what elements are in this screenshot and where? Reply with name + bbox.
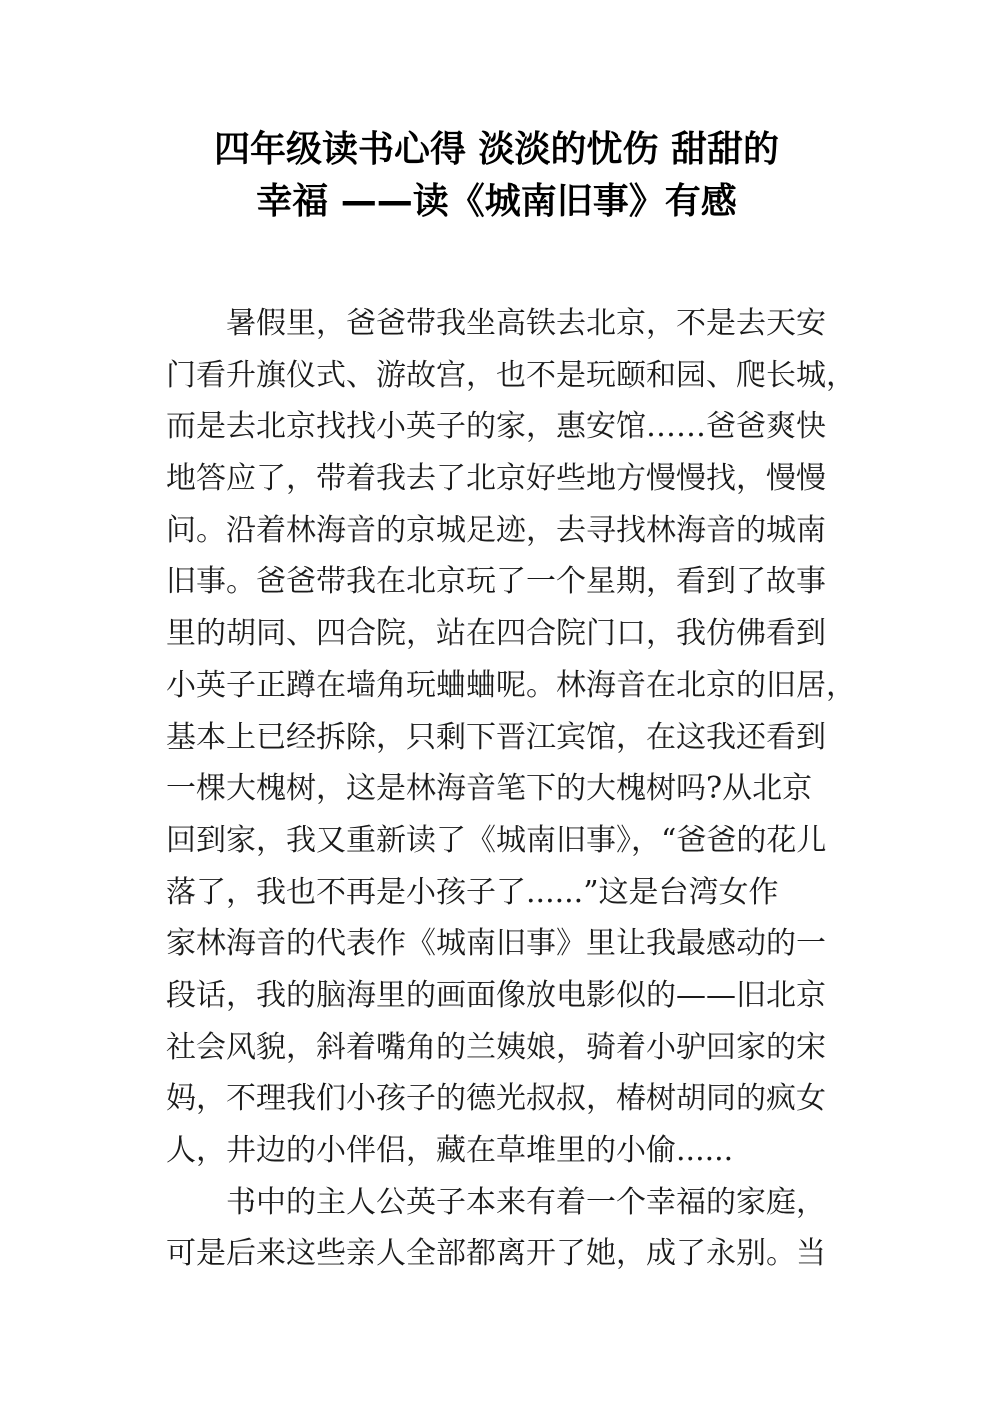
paragraph-2 <box>166 1177 846 1280</box>
paragraph-1 <box>166 298 856 1177</box>
text-line: 回到家，我又重新读了《城南旧事》，“爸爸的花儿 <box>166 822 827 858</box>
text-line: 家林海音的代表作《城南旧事》里让我最感动的一 <box>166 926 826 962</box>
text-line: 妈，不理我们小孩子的德光叔叔，椿树胡同的疯女 <box>166 1081 826 1117</box>
text-line: 里的胡同、四合院，站在四合院门口，我仿佛看到 <box>166 616 826 652</box>
text-line: 一棵大槐树，这是林海音笔下的大槐树吗?从北京 <box>166 771 813 807</box>
text-line: 落了，我也不再是小孩子了......”这是台湾女作 <box>166 874 779 910</box>
text-line: 人，井边的小伴侣，藏在草堆里的小偷...... <box>166 1133 734 1168</box>
text-line: 可是后来这些亲人全部都离开了她，成了永别。当 <box>166 1236 826 1272</box>
text-line: 门看升旗仪式、游故宫，也不是玩颐和园、爬长城， <box>166 357 856 393</box>
text-line: 小英子正蹲在墙角玩蛐蛐呢。林海音在北京的旧居， <box>166 667 856 703</box>
document-title <box>0 124 993 228</box>
text-line: 地答应了，带着我去了北京好些地方慢慢找，慢慢 <box>166 461 826 497</box>
text-line: 而是去北京找找小英子的家，惠安馆……爸爸爽快 <box>166 409 826 445</box>
text-line: 基本上已经拆除，只剩下晋江宾馆，在这我还看到 <box>166 719 826 755</box>
title-line-1: 四年级读书心得 淡淡的忧伤 甜甜的 <box>213 129 780 170</box>
text-line: 社会风貌，斜着嘴角的兰姨娘，骑着小驴回家的宋 <box>166 1029 826 1065</box>
text-line: 暑假里，爸爸带我坐高铁去北京，不是去天安 <box>226 306 826 341</box>
document-body <box>166 298 856 1280</box>
title-line-2: 幸福 ——读《城南旧事》有感 <box>256 181 737 222</box>
text-line: 段话，我的脑海里的画面像放电影似的——旧北京 <box>166 977 826 1013</box>
text-line: 问。沿着林海音的京城足迹，去寻找林海音的城南 <box>166 512 826 548</box>
text-line: 书中的主人公英子本来有着一个幸福的家庭， <box>226 1184 826 1220</box>
text-line: 旧事。爸爸带我在北京玩了一个星期，看到了故事 <box>166 564 826 600</box>
